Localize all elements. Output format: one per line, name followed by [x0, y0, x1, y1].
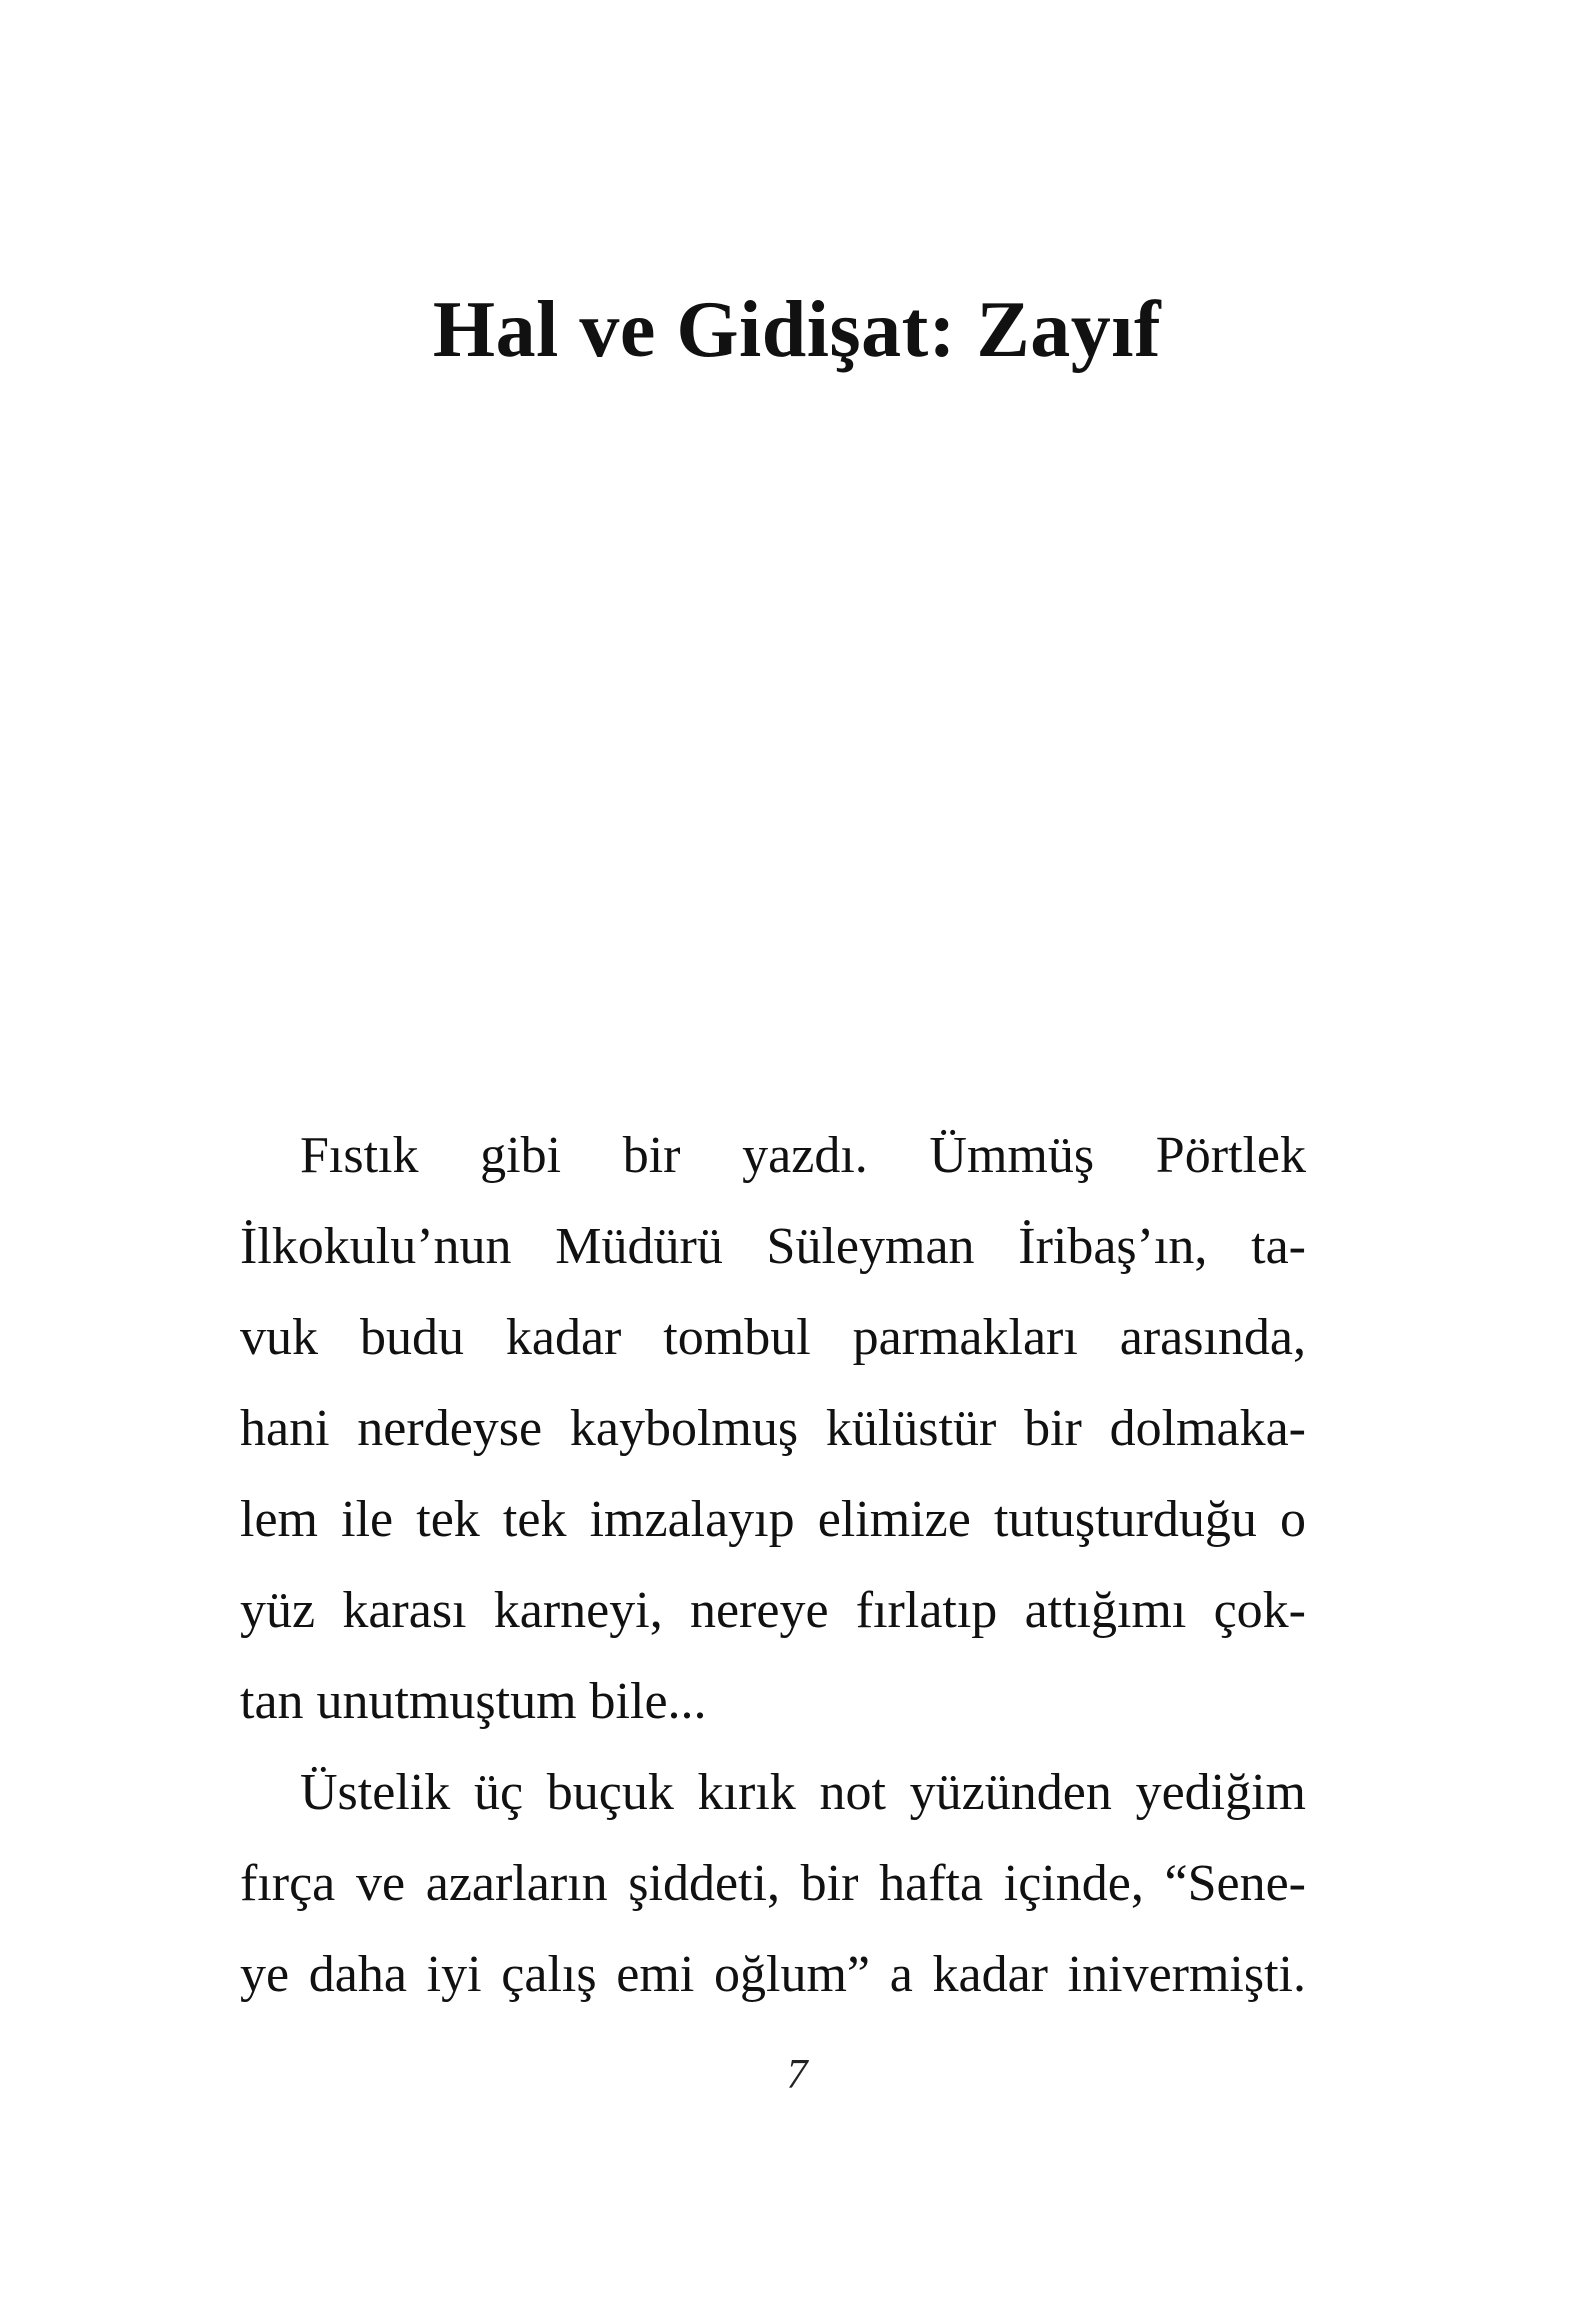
paragraph-2-line-3: ye daha iyi çalış emi oğlum” a kadar inivermişti. [240, 1946, 1306, 2003]
paragraph-2-line-2: fırça ve azarların şiddeti, bir hafta içinde, “Sene- [240, 1855, 1306, 1912]
paragraph-2-line-1: Üstelik üç buçuk kırık not yüzünden yediğim [300, 1764, 1306, 1821]
paragraph-1-line-5: lem ile tek tek imzalayıp elimize tutuşturduğu o [240, 1491, 1306, 1548]
paragraph-1-line-1: Fıstık gibi bir yazdı. Ümmüş Pörtlek [300, 1127, 1306, 1184]
chapter-title: Hal ve Gidişat: Zayıf [432, 286, 1162, 374]
paragraph-1-line-2: İlkokulu’nun Müdürü Süleyman İribaş’ın, ta- [240, 1218, 1306, 1275]
paragraph-1-line-3: vuk budu kadar tombul parmakları arasında, [240, 1309, 1306, 1366]
paragraph-1-line-7: tan unutmuştum bile... [240, 1673, 707, 1730]
paragraph-1-line-4: hani nerdeyse kaybolmuş külüstür bir dolmaka- [240, 1400, 1306, 1457]
paragraph-1-line-6: yüz karası karneyi, nereye fırlatıp attığımı çok- [240, 1582, 1306, 1639]
page-number: 7 [786, 2052, 808, 2098]
body-text [240, 1110, 1306, 2020]
